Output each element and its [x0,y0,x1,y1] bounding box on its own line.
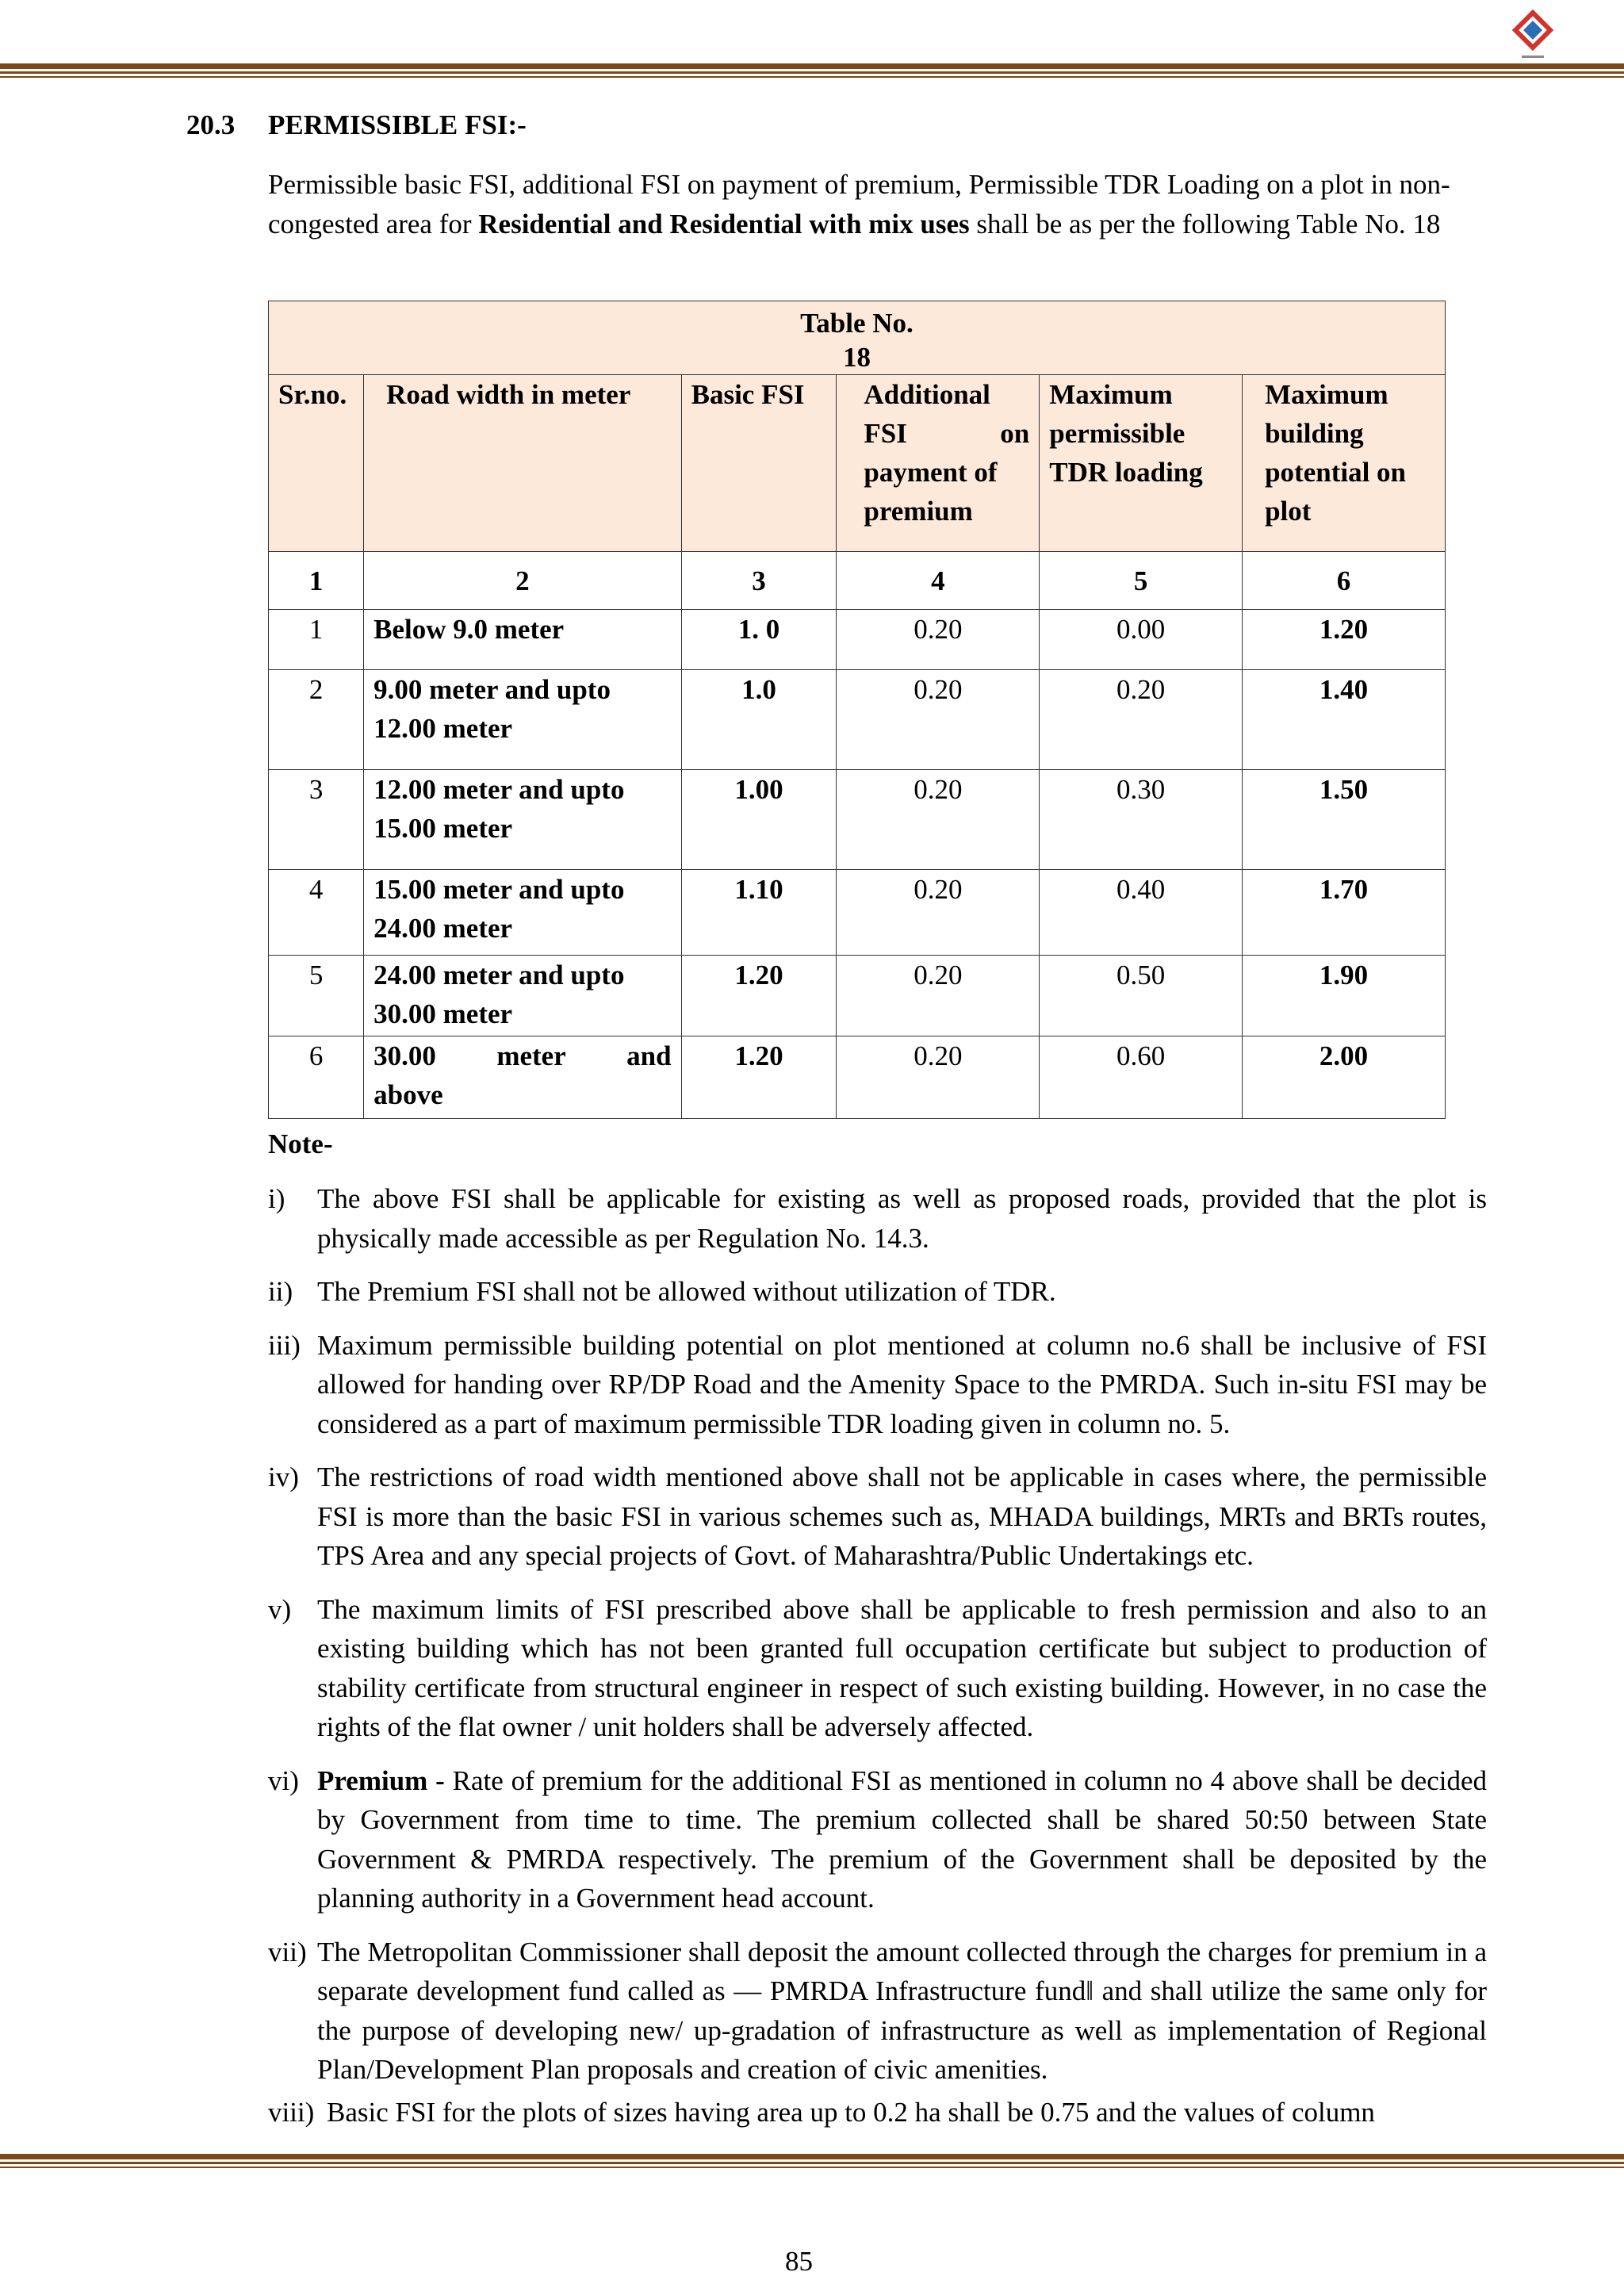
note-item [268,1179,1487,1258]
cell-sr: 1 [269,610,364,670]
cell-max-potential: 1.70 [1243,870,1446,956]
cell-road-width: 30.00 meter and above [364,1036,681,1119]
header-max-tdr: Maximum permissible TDR loading [1040,375,1243,552]
table-row [269,770,1446,870]
cell-road-width: 24.00 meter and upto 30.00 meter [364,956,681,1036]
footer-rule [0,2154,1624,2159]
pmrda-logo-icon [1509,10,1557,65]
column-number: 4 [837,552,1040,610]
fsi-table [268,301,1446,1119]
notes-list [268,1179,1487,2146]
note-label: Note- [268,1128,333,1159]
intro-paragraph [268,165,1473,243]
section-number: 20.3 [186,109,236,140]
note-text: The Metropolitan Commissioner shall deposit the amount collected through the charges for premium in a separate development fund called as ― PMRDA Infrastructure fund‖ and shall utilize the same only for the purpose of developing new/ up-gradation of infrastructure as well as implementation of Regional Plan/Development Plan proposals and creation of civic amenities. [317,1936,1487,2085]
intro-text: Permissible basic FSI, additional FSI on payment of premium, Permissible TDR Loading on a plot in non-congested area for [268,169,1450,239]
header-road-width: Road width in meter [364,375,681,552]
cell-tdr: 0.00 [1040,610,1243,670]
note-item [268,1590,1487,1747]
cell-sr: 2 [269,670,364,770]
cell-additional-fsi: 0.20 [837,1036,1040,1119]
column-number: 1 [269,552,364,610]
table-row [269,1036,1446,1119]
note-number: viii) [268,2096,315,2128]
cell-road-width: 15.00 meter and upto 24.00 meter [364,870,681,956]
cell-basic-fsi: 1.20 [681,1036,837,1119]
cell-basic-fsi: 1.20 [681,956,837,1036]
cell-additional-fsi: 0.20 [837,770,1040,870]
note-text: The Premium FSI shall not be allowed without utilization of TDR. [317,1276,1056,1307]
header-rule [0,71,1624,74]
note-number: vii) [268,1936,307,1967]
section-title: PERMISSIBLE FSI:- [268,109,527,140]
column-number: 5 [1040,552,1243,610]
note-text: The above FSI shall be applicable for existing as well as proposed roads, provided that the plot is physically made accessible as per Regulation No. 14.3. [317,1183,1487,1254]
header-basic-fsi: Basic FSI [681,375,837,552]
cell-additional-fsi: 0.20 [837,610,1040,670]
table-row [269,610,1446,670]
cell-tdr: 0.60 [1040,1036,1243,1119]
note-item [268,1458,1487,1576]
table-row [269,956,1446,1036]
cell-basic-fsi: 1.00 [681,770,837,870]
cell-max-potential: 2.00 [1243,1036,1446,1119]
table-title-line: Table No. [800,308,914,339]
header-additional-fsi: Additional FSI on payment of premium [837,375,1040,552]
note-number: iv) [268,1462,299,1492]
cell-sr: 4 [269,870,364,956]
note-item [268,2093,1487,2132]
cell-road-width: 12.00 meter and upto 15.00 meter [364,770,681,870]
cell-max-potential: 1.40 [1243,670,1446,770]
column-number: 2 [364,552,681,610]
intro-bold-text: Residential and Residential with mix uses [478,208,970,239]
cell-tdr: 0.40 [1040,870,1243,956]
cell-basic-fsi: 1.10 [681,870,837,956]
note-item [268,1761,1487,1918]
intro-text-end: shall be as per the following Table No. 18 [969,208,1441,239]
cell-tdr: 0.30 [1040,770,1243,870]
cell-additional-fsi: 0.20 [837,870,1040,956]
header-rule [0,76,1624,78]
cell-road-width: Below 9.0 meter [364,610,681,670]
cell-sr: 6 [269,1036,364,1119]
footer-rule [0,2167,1624,2168]
note-item [268,1272,1487,1312]
column-number: 3 [681,552,837,610]
note-text: Rate of premium for the additional FSI as mentioned in column no 4 above shall be decided by Government from time to time. The premium collected shall be shared 50:50 between State Government & PMRDA respectively. The premium of the Government shall be deposited by the planning authority in a Government head account. [317,1764,1487,1914]
cell-basic-fsi: 1. 0 [681,610,837,670]
header-rule [0,63,1624,69]
note-number: vi) [268,1764,299,1796]
note-number: v) [268,1593,292,1625]
section-heading [186,109,527,141]
table-title-number: 18 [843,342,871,373]
table-row [269,670,1446,770]
cell-road-width: 9.00 meter and upto 12.00 meter [364,670,681,770]
note-item [268,1326,1487,1444]
cell-max-potential: 1.90 [1243,956,1446,1036]
note-text: The restrictions of road width mentioned above shall not be applicable in cases where, the permissible FSI is more than the basic FSI in various schemes such as, MHADA buildings, MRTs and BRTs routes, TPS Area and any special projects of Govt. of Maharashtra/Public Undertakings etc. [317,1462,1487,1571]
cell-sr: 3 [269,770,364,870]
page-number: 85 [785,2246,813,2277]
cell-tdr: 0.20 [1040,670,1243,770]
note-text: The maximum limits of FSI prescribed above shall be applicable to fresh permission and also to an existing building which has not been granted full occupation certificate but subject to production of stability certificate from structural engineer in respect of such existing building. However, in no case the rights of the flat owner / unit holders shall be adversely affected. [317,1593,1487,1742]
note-number: iii) [268,1329,301,1361]
note-bold-lead: Premium - [317,1764,453,1796]
note-item [268,1933,1487,2090]
note-number: i) [268,1183,285,1214]
footer-rule [0,2162,1624,2164]
cell-max-potential: 1.50 [1243,770,1446,870]
cell-basic-fsi: 1.0 [681,670,837,770]
note-text: Basic FSI for the plots of sizes having area up to 0.2 ha shall be 0.75 and the values of column [327,2096,1375,2128]
note-text: Maximum permissible building potential on plot mentioned at column no.6 shall be inclusive of FSI allowed for handing over RP/DP Road and the Amenity Space to the PMRDA. Such in-situ FSI may be considered as a part of maximum permissible TDR loading given in column no. 5. [317,1329,1487,1439]
note-number: ii) [268,1276,293,1307]
cell-tdr: 0.50 [1040,956,1243,1036]
header-srno: Sr.no. [269,375,364,552]
cell-additional-fsi: 0.20 [837,670,1040,770]
table-row [269,870,1446,956]
column-number: 6 [1243,552,1446,610]
cell-additional-fsi: 0.20 [837,956,1040,1036]
cell-max-potential: 1.20 [1243,610,1446,670]
cell-sr: 5 [269,956,364,1036]
table-title [269,301,1446,375]
header-max-potential: Maximum building potential on plot [1243,375,1446,552]
